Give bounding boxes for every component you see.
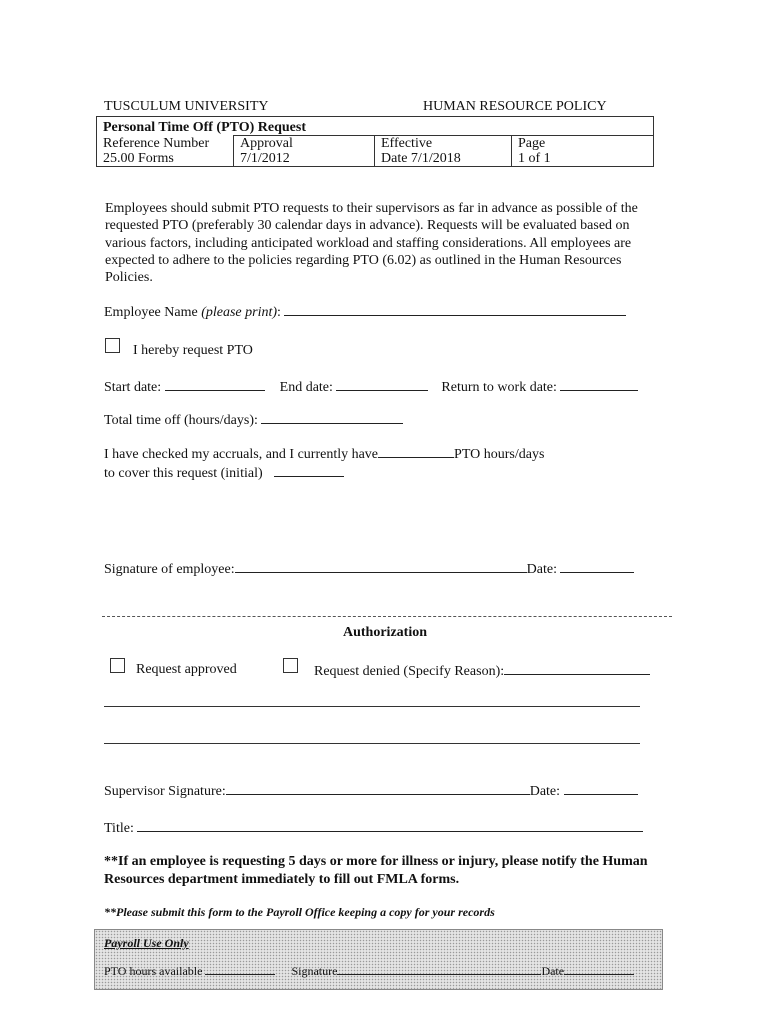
total-time-field[interactable]	[261, 411, 403, 424]
supervisor-title-row	[104, 819, 643, 837]
payroll-signature-label: Signature	[291, 964, 338, 978]
supervisor-signature-field[interactable]	[226, 782, 530, 795]
employee-date-label: Date:	[526, 562, 557, 577]
dates-row	[104, 378, 638, 396]
effective-value: Date 7/1/2018	[381, 151, 461, 166]
request-pto-label: I hereby request PTO	[133, 343, 253, 358]
request-approved-checkbox[interactable]	[110, 658, 125, 673]
fmla-note: **If an employee is requesting 5 days or more for illness or injury, please notify the Human Resources department immediately to fill out FMLA forms.	[104, 854, 648, 887]
employee-signature-label: Signature of employee:	[104, 562, 235, 577]
accruals-initial-field[interactable]	[274, 464, 344, 477]
reference-value: 25.00 Forms	[103, 150, 174, 166]
total-time-label: Total time off (hours/days):	[104, 413, 258, 428]
end-date-label: End date:	[279, 380, 333, 395]
pto-hours-available-field[interactable]	[205, 964, 275, 975]
end-date-field[interactable]	[336, 378, 428, 391]
accruals-label: I have checked my accruals, and I currently have	[104, 447, 379, 462]
effective-label: Effective	[381, 136, 433, 151]
accruals-row	[104, 445, 544, 463]
accruals-initial-label: to cover this request (initial)	[104, 466, 263, 481]
employee-name-row: Employee Name (please print):	[104, 303, 626, 321]
payroll-signature-field[interactable]	[337, 964, 541, 975]
reason-line-1[interactable]	[104, 706, 640, 707]
supervisor-date-field[interactable]	[564, 782, 638, 795]
approval-label: Approval	[240, 136, 293, 151]
payroll-date-label: Date	[541, 964, 565, 978]
payroll-box-title: Payroll Use Only	[104, 936, 189, 950]
intro-paragraph: Employees should submit PTO requests to their supervisors as far in advance as possible of the requested PTO (preferably 30 calendar days in advance). Requests will be evaluated based on various factors, including anticipated workload and staffing considerations. All employees are expected to adhere to the policies regarding PTO (6.02) as outlined in the Human Resources Policies.	[105, 201, 638, 286]
form-title: Personal Time Off (PTO) Request	[97, 117, 654, 136]
page-label: Page	[518, 136, 546, 151]
request-denied-checkbox[interactable]	[283, 658, 298, 673]
supervisor-title-field[interactable]	[137, 819, 643, 832]
denied-reason-field[interactable]	[504, 662, 650, 675]
page-value: 1 of 1	[518, 151, 551, 166]
effective-cell	[375, 136, 512, 167]
pto-hours-available-label: PTO hours available	[104, 964, 203, 978]
payroll-note: **Please submit this form to the Payroll Office keeping a copy for your records	[104, 905, 495, 919]
reference-label: Reference Number	[103, 135, 210, 151]
employee-date-field[interactable]	[560, 560, 634, 573]
payroll-use-box	[94, 929, 663, 990]
employee-name-field[interactable]	[284, 303, 626, 316]
section-divider	[102, 616, 672, 617]
accruals-unit-label: PTO hours/days	[454, 447, 545, 462]
approval-cell	[234, 136, 375, 167]
supervisor-signature-row	[104, 782, 638, 800]
start-date-label: Start date:	[104, 380, 162, 395]
accruals-hours-field[interactable]	[378, 445, 454, 458]
policy-heading: HUMAN RESOURCE POLICY	[423, 99, 607, 114]
request-denied-row	[314, 662, 650, 680]
return-date-field[interactable]	[560, 378, 638, 391]
supervisor-signature-label: Supervisor Signature:	[104, 784, 226, 799]
policy-meta-table	[96, 116, 654, 167]
request-approved-label: Request approved	[136, 662, 237, 677]
accruals-initial-row	[104, 464, 344, 482]
payroll-date-field[interactable]	[564, 964, 634, 975]
start-date-field[interactable]	[165, 378, 265, 391]
approval-value: 7/1/2012	[240, 151, 290, 166]
payroll-fields-row	[104, 964, 634, 979]
authorization-title: Authorization	[343, 625, 427, 640]
supervisor-title-label: Title:	[104, 821, 134, 836]
request-denied-label: Request denied (Specify Reason):	[314, 664, 505, 679]
reference-cell	[97, 136, 234, 167]
university-name: TUSCULUM UNIVERSITY	[104, 99, 269, 114]
reason-line-2[interactable]	[104, 743, 640, 744]
return-date-label: Return to work date:	[441, 380, 557, 395]
total-time-row	[104, 411, 403, 429]
employee-name-hint: (please print)	[201, 305, 278, 320]
page-cell	[512, 136, 654, 167]
employee-name-label: Employee Name	[104, 305, 198, 320]
employee-signature-field[interactable]	[235, 560, 527, 573]
supervisor-date-label: Date:	[529, 784, 561, 799]
request-pto-checkbox[interactable]	[105, 338, 120, 353]
employee-signature-row	[104, 560, 634, 578]
